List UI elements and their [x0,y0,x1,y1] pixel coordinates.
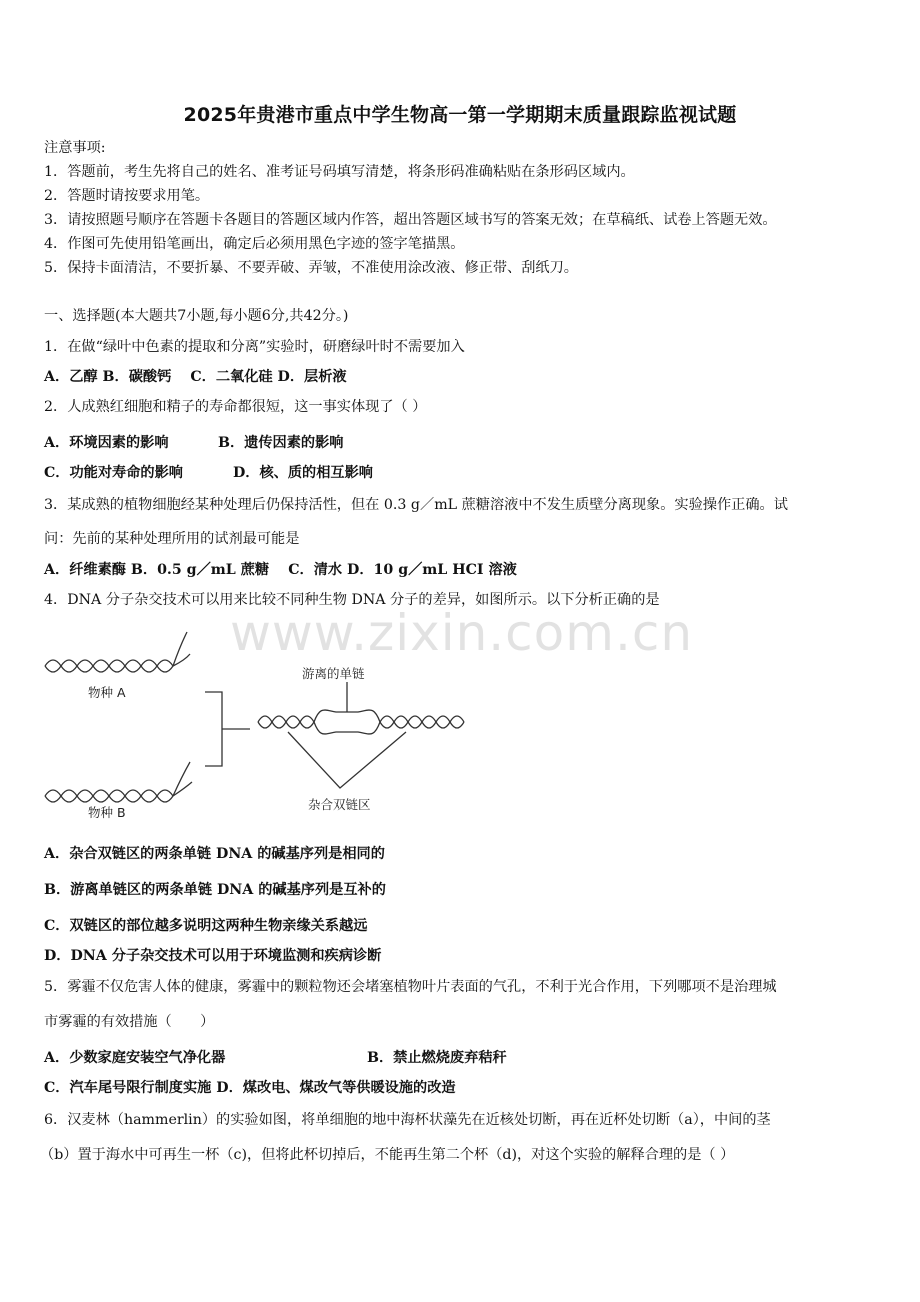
q4-option-d: D．DNA 分子杂交技术可以用于环境监测和疾病诊断 [44,948,382,964]
q2-option-a: A．环境因素的影响 [44,435,169,451]
q4-option-a: A．杂合双链区的两条单链 DNA 的碱基序列是相同的 [44,846,385,862]
notice-item-3: 3．请按照题号顺序在答题卡各题目的答题区域内作答，超出答题区域书写的答案无效；在草稿纸、试卷上答题无效。 [44,212,777,228]
q1-options: A．乙醇 B．碳酸钙 C．二氧化硅 D．层析液 [44,369,347,385]
hybrid-dna [258,682,464,788]
notice-item-4: 4．作图可先使用铅笔画出，确定后必须用黑色字迹的签字笔描黑。 [44,236,465,252]
notice-item-2: 2．答题时请按要求用笔。 [44,188,210,204]
species-b-dna [45,762,192,802]
q1-stem: 1．在做“绿叶中色素的提取和分离”实验时，研磨绿叶时不需要加入 [44,339,465,355]
q2-stem: 2．人成熟红细胞和精子的寿命都很短，这一事实体现了（ ） [44,399,427,415]
bracket-arrow [205,692,250,766]
q5-stem-2: 市雾霾的有效措施（ ） [44,1014,215,1030]
label-free-chain: 游离的单链 [302,666,365,681]
notice-item-1: 1．答题前，考生先将自己的姓名、准考证号码填写清楚，将条形码准确粘贴在条形码区域内。 [44,164,635,180]
q5-option-b: B．禁止燃烧废弃秸秆 [367,1050,507,1066]
q5-stem-1: 5．雾霾不仅危害人体的健康，雾霾中的颗粒物还会堵塞植物叶片表面的气孔，不利于光合作用，下列哪项不是治理城 [44,979,777,995]
q4-stem: 4．DNA 分子杂交技术可以用来比较不同种生物 DNA 分子的差异，如图所示。以下分析正确的是 [44,592,660,608]
q5-option-a: A．少数家庭安装空气净化器 [44,1050,226,1066]
page-title: 2025年贵港市重点中学生物高一第一学期期末质量跟踪监视试题 [183,104,737,126]
q3-stem-1: 3．某成熟的植物细胞经某种处理后仍保持活性，但在 0.3 g／mL 蔗糖溶液中不发生质壁分离现象。实验操作正确。试 [44,497,788,513]
q2-option-d: D．核、质的相互影响 [233,465,373,481]
label-species-b: 物种 B [88,805,126,820]
q5-option-cd: C．汽车尾号限行制度实施 D．煤改电、煤改气等供暖设施的改造 [44,1080,456,1096]
notice-item-5: 5．保持卡面清洁，不要折暴、不要弄破、弄皱，不准使用涂改液、修正带、刮纸刀。 [44,260,578,276]
q3-options: A．纤维素酶 B．0.5 g／mL 蔗糖 C．清水 D．10 g／mL HCI 溶液 [44,562,517,578]
label-species-a: 物种 A [88,685,126,700]
q6-stem-1: 6．汉麦林（hammerlin）的实验如图，将单细胞的地中海杯状藻先在近核处切断，再在近杯处切断（a），中间的茎 [44,1112,771,1128]
q6-stem-2: （b）置于海水中可再生一杯（c)，但将此杯切掉后，不能再生第二个杯（d)，对这个实验的解释合理的是（ ） [40,1147,735,1163]
q2-option-b: B．遗传因素的影响 [218,435,344,451]
notice-heading: 注意事项: [44,140,106,156]
q3-stem-2: 问：先前的某种处理所用的试剂最可能是 [44,531,300,547]
q2-option-c: C．功能对寿命的影响 [44,465,183,481]
q4-option-c: C．双链区的部位越多说明这两种生物亲缘关系越远 [44,918,368,934]
q4-option-b: B．游离单链区的两条单链 DNA 的碱基序列是互补的 [44,882,386,898]
section-heading: 一、选择题(本大题共7小题,每小题6分,共42分。) [44,308,349,324]
label-hybrid-region: 杂合双链区 [308,797,371,812]
dna-hybridization-figure [40,626,470,826]
watermark: www.zixin.com.cn [230,604,694,662]
species-a-dna [45,632,190,672]
